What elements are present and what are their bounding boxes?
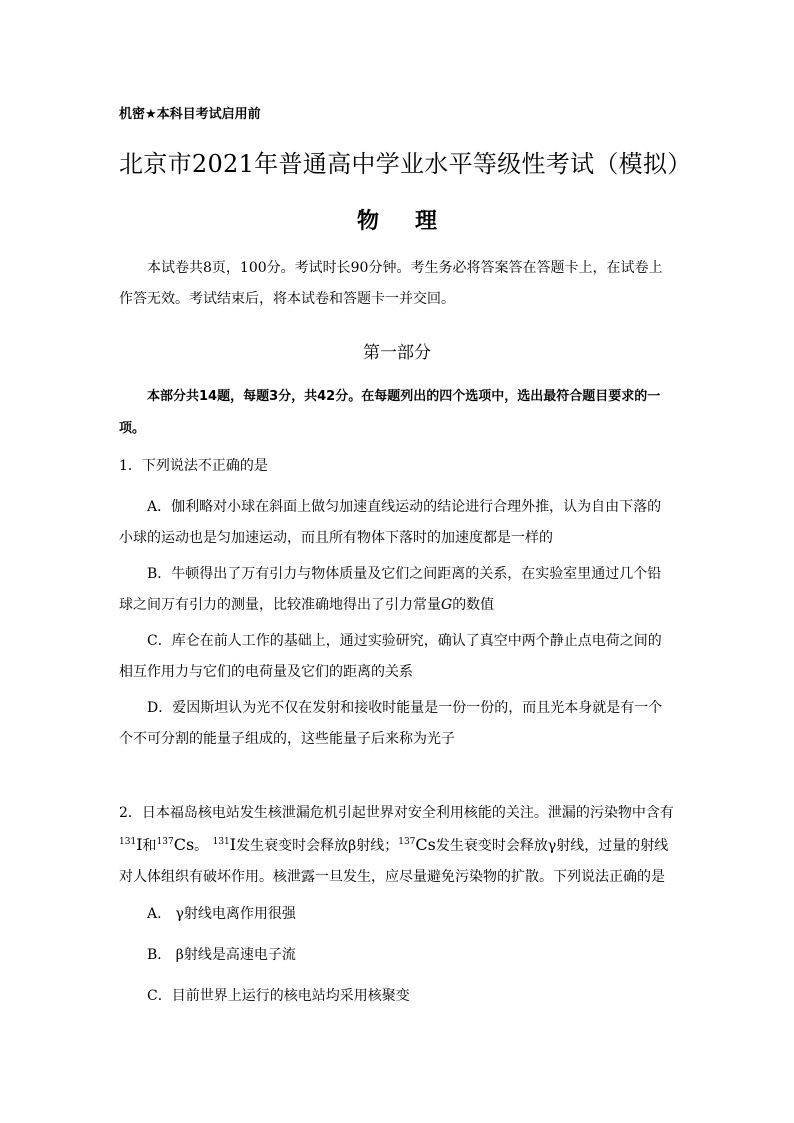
question-1-option-a: A．伽利略对小球在斜面上做匀加速直线运动的结论进行合理外推，认为自由下落的小球的运动也是匀加速运动，而且所有物体下落时的加速度都是一样的	[119, 499, 662, 546]
intro-paragraph: 本试卷共8页，100分。考试时长90分钟。考生务必将答案答在答题卡上，在试卷上作答无效。考试结束后，将本试卷和答题卡一并交回。	[119, 260, 663, 307]
isotope-cs137-mass-2: 137	[398, 837, 416, 847]
gamma-decay-text: 发生衰变时会释放γ射线，过量的射线对人体组织有破坏作用。核泄露一旦发生，应尽量避免污染物的扩散。下列说法正确的是	[119, 838, 669, 885]
beta-decay-text: 发生衰变时会释放β射线；	[236, 838, 399, 854]
question-1-option-d: D．爱因斯坦认为光不仅在发射和接收时能量是一份一份的，而且光本身就是有一个个不可分割的能量子组成的，这些能量子后来称为光子	[119, 700, 663, 747]
question-1-option-b	[119, 559, 675, 621]
subject-title	[0, 204, 794, 235]
question-1-option-b-text: B．牛顿得出了万有引力与物体质量及它们之间距离的关系，在实验室里通过几个铅球之间万有引力的测量，比较准确地得出了引力常量	[119, 566, 662, 613]
question-1-option-b-tail: 的数值	[452, 597, 495, 613]
isotope-i131-mass-2: 131	[212, 837, 230, 847]
separator-text: 。	[194, 838, 209, 854]
subject-char-2: 理	[415, 209, 438, 234]
isotope-cs137-mass: 137	[156, 837, 174, 847]
section-title: 第一部分	[363, 343, 431, 363]
confidential-label: 机密★本科目考试启用前	[119, 107, 261, 122]
section-instructions: 本部分共14题，每题3分，共42分。在每题列出的四个选项中，选出最符合题目要求的一项。	[119, 389, 661, 436]
isotope-i131-mass: 131	[119, 837, 137, 847]
isotope-cs137-symbol: Cs	[173, 835, 195, 854]
gravitational-constant-symbol: G	[441, 597, 453, 613]
isotope-i131-symbol: I	[136, 835, 143, 854]
question-2-stem	[119, 798, 675, 893]
exam-title: 北京市2021年普通高中学业水平等级性考试（模拟）	[119, 150, 692, 178]
question-2-option-c: C．目前世界上运行的核电站均采用核聚变	[147, 988, 410, 1004]
and-text: 和	[142, 838, 157, 854]
question-1-option-c: C．库仑在前人工作的基础上，通过实验研究，确认了真空中两个静止点电荷之间的相互作用力与它们的电荷量及它们的距离的关系	[119, 633, 662, 680]
question-2-stem-text: 2．日本福岛核电站发生核泄漏危机引起世界对安全利用核能的关注。泄漏的污染物中含有	[119, 805, 674, 821]
isotope-cs137-symbol-2: Cs	[415, 835, 436, 854]
isotope-i131-symbol-2: I	[229, 835, 237, 854]
question-1-stem: 1．下列说法不正确的是	[119, 458, 268, 474]
subject-char-1: 物	[356, 209, 379, 234]
question-2-option-a: A． γ射线电离作用很强	[147, 906, 296, 922]
question-2-option-b: B． β射线是高速电子流	[147, 947, 296, 963]
